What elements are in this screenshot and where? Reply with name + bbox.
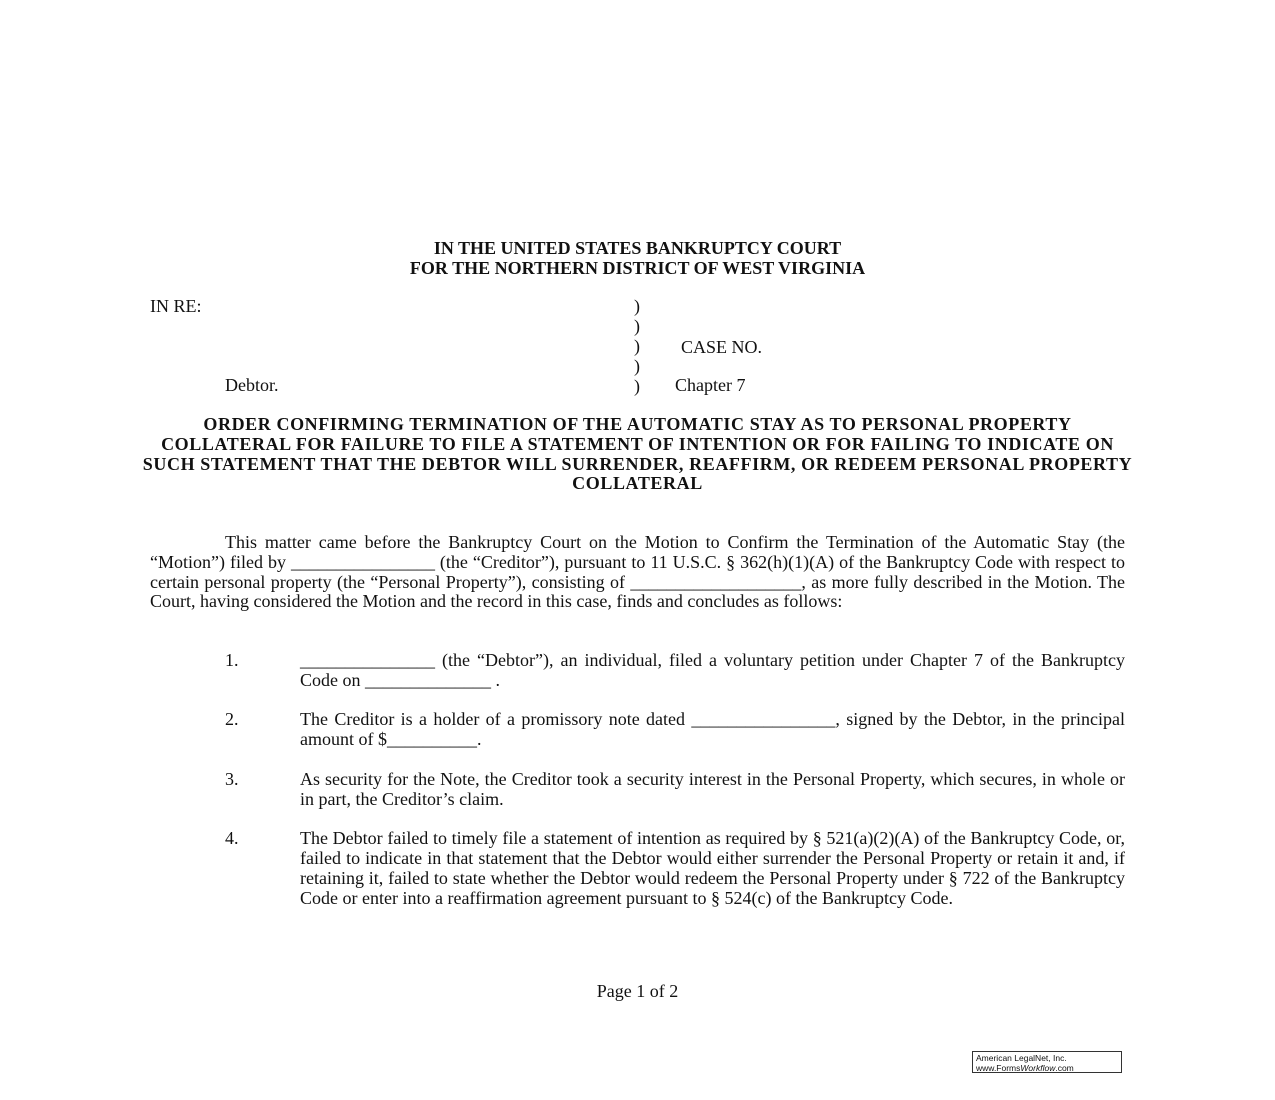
page-number: Page 1 of 2 [596, 981, 679, 1001]
publisher-url-prefix: www.Forms [976, 1063, 1021, 1073]
case-number-label: CASE NO. [681, 337, 763, 357]
finding-number: 2. [225, 709, 239, 730]
publisher-stamp [972, 1051, 1122, 1073]
in-re-label: IN RE: [150, 296, 202, 316]
debtor-label: Debtor. [225, 375, 279, 395]
order-title: ORDER CONFIRMING TERMINATION OF THE AUTOMATIC STAY AS TO PERSONAL PROPERTY COLLATERAL FOR FAILURE TO FILE A STATEMENT OF INTENTION OR FOR FAILING TO INDICATE ON SUCH STATEMENT THAT THE DEBTOR WILL SURRENDER, REAFFIRM, OR REDEEM PERSONAL PROPERTY COLLATERAL [142, 414, 1133, 494]
finding-text: The Debtor failed to timely file a statement of intention as required by § 521(a)(2)(A) of the Bankruptcy Code, or, failed to indicate in that statement that the Debtor would either surrender the Personal Property or retain it and, if retaining it, failed to state whether the Debtor would redeem the Personal Property under § 722 of the Bankruptcy Code or enter into a reaffirmation agreement pursuant to § 524(c) of the Bankruptcy Code. [300, 828, 1125, 908]
finding-item [0, 829, 1275, 908]
caption-divider: ) [634, 336, 640, 356]
intro-paragraph [150, 533, 1125, 612]
caption-divider: ) [634, 296, 640, 316]
court-header [0, 238, 1275, 278]
finding-number: 4. [225, 828, 239, 849]
finding-item [0, 710, 1275, 750]
chapter-label: Chapter 7 [675, 375, 746, 395]
court-district: FOR THE NORTHERN DISTRICT OF WEST VIRGINIA [409, 258, 866, 278]
findings-list [0, 651, 1275, 928]
publisher-url-suffix: .com [1055, 1063, 1074, 1073]
publisher-name: American LegalNet, Inc. [976, 1053, 1067, 1063]
publisher-url-italic: Workflow [1020, 1063, 1056, 1073]
caption-divider: ) [634, 316, 640, 336]
finding-text: _______________ (the “Debtor”), an individual, filed a voluntary petition under Chapter 7 of the Bankruptcy Code on ______________ . [300, 650, 1125, 690]
finding-item [0, 770, 1275, 810]
publisher-url [976, 1063, 1121, 1073]
finding-number: 1. [225, 650, 239, 670]
finding-text: The Creditor is a holder of a promissory note dated ________________, signed by the Debtor, in the principal amount of $__________. [300, 709, 1125, 750]
intro-text: This matter came before the Bankruptcy Court on the Motion to Confirm the Termination of the Automatic Stay (the “Motion”) filed by ________________ (the “Creditor”), pursuant to 11 U.S.C. § 362(h)(1)(A) of the Bankruptcy Code with respect to certain personal property (the “Personal Property”), consisting of ___________________, as more fully described in the Motion. The Court, having considered the Motion and the record in this case, finds and concludes as follows: [150, 532, 1125, 612]
court-name: IN THE UNITED STATES BANKRUPTCY COURT [433, 238, 842, 258]
finding-number: 3. [225, 768, 239, 789]
finding-text: As security for the Note, the Creditor took a security interest in the Personal Property, which secures, in whole or in part, the Creditor’s claim. [300, 768, 1125, 809]
case-caption [0, 296, 1275, 400]
caption-divider: ) [634, 376, 640, 396]
finding-item [0, 651, 1275, 691]
caption-divider: ) [634, 356, 640, 376]
